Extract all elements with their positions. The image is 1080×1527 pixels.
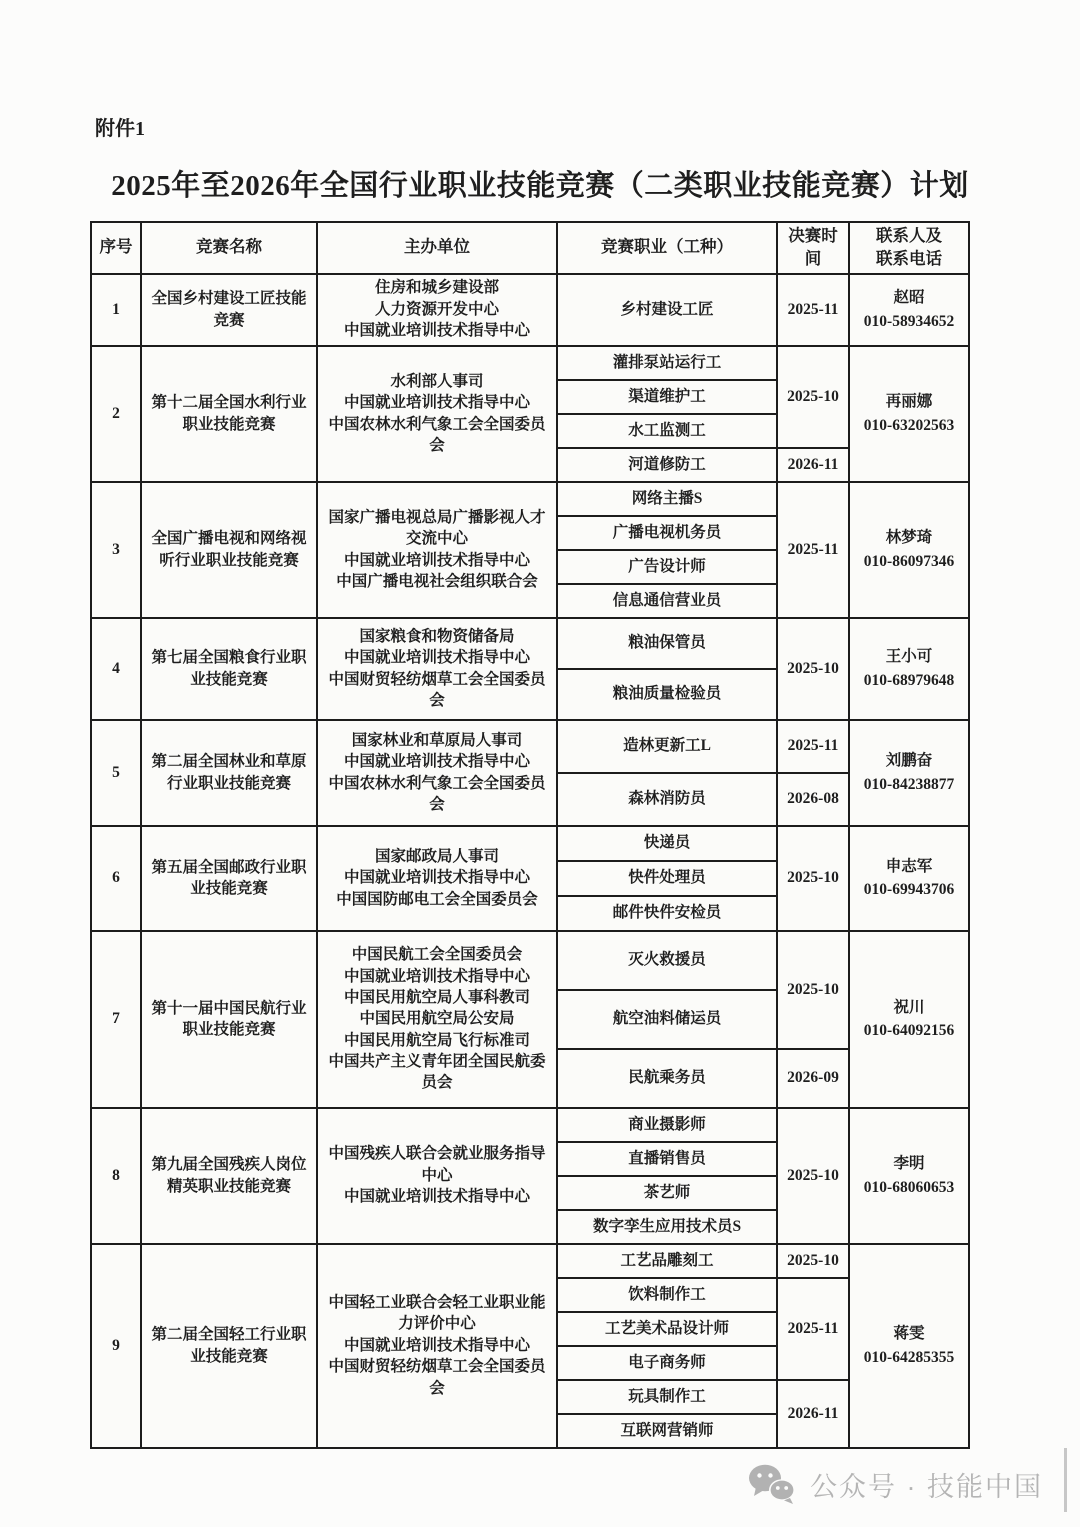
contact xyxy=(849,720,969,826)
contact xyxy=(849,826,969,931)
contact-name: 蒋雯 xyxy=(893,1325,925,1343)
final-time: 2025-10 xyxy=(777,618,849,720)
organizer-line: 中国就业培训技术指导中心 xyxy=(343,1188,530,1206)
contact-phone: 010-64092156 xyxy=(863,1022,955,1040)
contact-name: 刘鹏奋 xyxy=(885,752,933,770)
competition-name: 全国广播电视和网络视听行业职业技能竞赛 xyxy=(141,482,317,618)
organizer-line: 中国民用航空局人事科教司 xyxy=(343,988,530,1006)
occupation: 快递员 xyxy=(557,826,777,861)
occupation: 森林消防员 xyxy=(557,773,777,826)
organizer xyxy=(317,1244,557,1448)
final-time: 2025-10 xyxy=(777,346,849,448)
organizer-line: 中国就业培训技术指导中心 xyxy=(343,649,530,667)
occupation: 电子商务师 xyxy=(557,1346,777,1380)
competition-name: 第九届全国残疾人岗位精英职业技能竞赛 xyxy=(141,1108,317,1244)
contact-phone: 010-68060653 xyxy=(863,1178,955,1196)
organizer-line: 中国就业培训技术指导中心 xyxy=(343,967,530,985)
organizer-line: 中国就业培训技术指导中心 xyxy=(343,753,530,771)
competition-name: 第十一届中国民航行业职业技能竞赛 xyxy=(141,931,317,1108)
attachment-label: 附件1 xyxy=(95,118,145,140)
final-time: 2025-10 xyxy=(777,931,849,1049)
contact-name: 祝川 xyxy=(893,998,925,1016)
contact-phone: 010-68979648 xyxy=(863,671,955,689)
occupation: 灌排泵站运行工 xyxy=(557,346,777,380)
occupation: 饮料制作工 xyxy=(557,1278,777,1312)
organizer-line: 中国财贸轻纺烟草工会全国委员会 xyxy=(328,670,546,709)
contact-name: 王小可 xyxy=(885,648,933,666)
occupation: 广播电视机务员 xyxy=(557,516,777,550)
competition-name: 第二届全国林业和草原行业职业技能竞赛 xyxy=(141,720,317,826)
occupation: 水工监测工 xyxy=(557,414,777,448)
occupation: 工艺美术品设计师 xyxy=(557,1312,777,1346)
occupation: 玩具制作工 xyxy=(557,1380,777,1414)
occupation: 直播销售员 xyxy=(557,1142,777,1176)
organizer xyxy=(317,1108,557,1244)
table-row xyxy=(91,274,969,346)
contact-phone: 010-64285355 xyxy=(863,1348,955,1366)
page-title: 2025年至2026年全国行业职业技能竞赛（二类职业技能竞赛）计划 xyxy=(111,170,969,202)
row-number: 8 xyxy=(91,1108,141,1244)
organizer-line: 国家邮政局人事司 xyxy=(374,847,499,865)
watermark-text: 公众号 · 技能中国 xyxy=(810,1471,1043,1502)
occupation: 造林更新工L xyxy=(557,720,777,773)
occupation: 茶艺师 xyxy=(557,1176,777,1210)
table-row xyxy=(91,346,969,380)
organizer-line: 人力资源开发中心 xyxy=(374,300,499,318)
contact-phone: 010-58934652 xyxy=(863,312,955,330)
occupation: 邮件快件安检员 xyxy=(557,896,777,931)
table-row xyxy=(91,826,969,861)
contact xyxy=(849,1244,969,1448)
organizer-line: 国家林业和草原局人事司 xyxy=(351,731,523,749)
organizer xyxy=(317,618,557,720)
row-number: 1 xyxy=(91,274,141,346)
occupation: 航空油料储运员 xyxy=(557,990,777,1049)
contact xyxy=(849,1108,969,1244)
contact-phone: 010-69943706 xyxy=(863,881,955,899)
organizer-line: 中国民用航空局公安局 xyxy=(359,1010,515,1028)
organizer-line: 中国就业培训技术指导中心 xyxy=(343,551,530,569)
organizer xyxy=(317,274,557,346)
final-time: 2025-11 xyxy=(777,274,849,346)
organizer-line: 中国财贸轻纺烟草工会全国委员会 xyxy=(328,1358,546,1397)
organizer-line: 中国残疾人联合会就业服务指导中心 xyxy=(328,1145,546,1184)
col-header-occupation: 竞赛职业（工种） xyxy=(557,222,777,274)
organizer-line: 国家粮食和物资储备局 xyxy=(359,627,515,645)
contact-phone: 010-63202563 xyxy=(863,416,955,434)
contact xyxy=(849,346,969,482)
plan-table-body xyxy=(91,274,969,1448)
organizer xyxy=(317,346,557,482)
occupation: 数字孪生应用技术员S xyxy=(557,1210,777,1244)
row-number: 5 xyxy=(91,720,141,826)
row-number: 2 xyxy=(91,346,141,482)
occupation: 商业摄影师 xyxy=(557,1108,777,1142)
contact-phone: 010-84238877 xyxy=(863,775,955,793)
organizer-line: 国家广播电视总局广播影视人才交流中心 xyxy=(328,508,546,548)
occupation: 信息通信营业员 xyxy=(557,584,777,618)
watermark-footer xyxy=(748,1455,1043,1513)
contact-name: 再丽娜 xyxy=(885,393,933,411)
final-time: 2025-10 xyxy=(777,1244,849,1278)
organizer xyxy=(317,826,557,931)
organizer-line: 住房和城乡建设部 xyxy=(374,279,499,297)
organizer xyxy=(317,931,557,1108)
col-header-organizer: 主办单位 xyxy=(317,222,557,274)
competition-name: 第十二届全国水利行业职业技能竞赛 xyxy=(141,346,317,482)
table-row xyxy=(91,931,969,990)
final-time: 2025-11 xyxy=(777,482,849,618)
organizer-line: 中国农林水利气象工会全国委员会 xyxy=(328,774,546,813)
contact-name: 赵昭 xyxy=(893,289,925,307)
competition-plan-table xyxy=(90,221,970,1449)
competition-name: 第七届全国粮食行业职业技能竞赛 xyxy=(141,618,317,720)
organizer-line: 中国就业培训技术指导中心 xyxy=(343,322,530,340)
table-row xyxy=(91,720,969,773)
occupation: 工艺品雕刻工 xyxy=(557,1244,777,1278)
occupation: 渠道维护工 xyxy=(557,380,777,414)
col-header-final-time: 决赛时间 xyxy=(777,222,849,274)
final-time: 2026-11 xyxy=(777,448,849,482)
competition-name: 全国乡村建设工匠技能竞赛 xyxy=(141,274,317,346)
contact-phone: 010-86097346 xyxy=(863,552,955,570)
organizer-line: 中国就业培训技术指导中心 xyxy=(343,394,530,412)
occupation: 广告设计师 xyxy=(557,550,777,584)
contact xyxy=(849,931,969,1108)
table-row xyxy=(91,482,969,516)
organizer-line: 中国共产主义青年团全国民航委员会 xyxy=(328,1053,546,1092)
organizer-line: 中国轻工业联合会轻工业职业能力评价中心 xyxy=(328,1294,546,1333)
organizer-line: 中国就业培训技术指导中心 xyxy=(343,1336,530,1354)
row-number: 3 xyxy=(91,482,141,618)
row-number: 4 xyxy=(91,618,141,720)
organizer-line: 中国民航工会全国委员会 xyxy=(351,946,523,964)
final-time: 2026-08 xyxy=(777,773,849,826)
occupation: 民航乘务员 xyxy=(557,1049,777,1108)
final-time: 2025-11 xyxy=(777,720,849,773)
col-header-contact: 联系人及联系电话 xyxy=(849,222,969,274)
organizer-line: 中国广播电视社会组织联合会 xyxy=(336,572,538,590)
final-time: 2025-11 xyxy=(777,1278,849,1380)
row-number: 7 xyxy=(91,931,141,1108)
final-time: 2025-10 xyxy=(777,826,849,931)
organizer-line: 中国就业培训技术指导中心 xyxy=(343,869,530,887)
occupation: 快件处理员 xyxy=(557,861,777,896)
table-row xyxy=(91,1108,969,1142)
contact-name: 李明 xyxy=(893,1155,925,1173)
row-number: 9 xyxy=(91,1244,141,1448)
contact xyxy=(849,274,969,346)
contact xyxy=(849,482,969,618)
competition-name: 第五届全国邮政行业职业技能竞赛 xyxy=(141,826,317,931)
table-header-row xyxy=(91,222,969,274)
organizer xyxy=(317,720,557,826)
table-row xyxy=(91,1244,969,1278)
footer-divider-line xyxy=(1064,1448,1067,1512)
organizer xyxy=(317,482,557,618)
contact xyxy=(849,618,969,720)
col-header-competition-name: 竞赛名称 xyxy=(141,222,317,274)
contact-name: 林梦琦 xyxy=(885,529,933,547)
final-time: 2026-11 xyxy=(777,1380,849,1448)
occupation: 网络主播S xyxy=(557,482,777,516)
competition-name: 第二届全国轻工行业职业技能竞赛 xyxy=(141,1244,317,1448)
row-number: 6 xyxy=(91,826,141,931)
contact-name: 申志军 xyxy=(885,857,933,875)
final-time: 2026-09 xyxy=(777,1049,849,1108)
final-time: 2025-10 xyxy=(777,1108,849,1244)
occupation: 粮油质量检验员 xyxy=(557,669,777,720)
organizer-line: 中国民用航空局飞行标准司 xyxy=(343,1031,530,1049)
organizer-line: 中国农林水利气象工会全国委员会 xyxy=(328,415,546,454)
wechat-icon xyxy=(748,1463,796,1505)
occupation: 河道修防工 xyxy=(557,448,777,482)
col-header-no: 序号 xyxy=(91,222,141,274)
organizer-line: 中国国防邮电工会全国委员会 xyxy=(336,890,538,908)
occupation: 粮油保管员 xyxy=(557,618,777,669)
table-row xyxy=(91,618,969,669)
organizer-line: 水利部人事司 xyxy=(390,372,484,390)
occupation: 互联网营销师 xyxy=(557,1414,777,1448)
occupation: 灭火救援员 xyxy=(557,931,777,990)
occupation: 乡村建设工匠 xyxy=(557,274,777,346)
